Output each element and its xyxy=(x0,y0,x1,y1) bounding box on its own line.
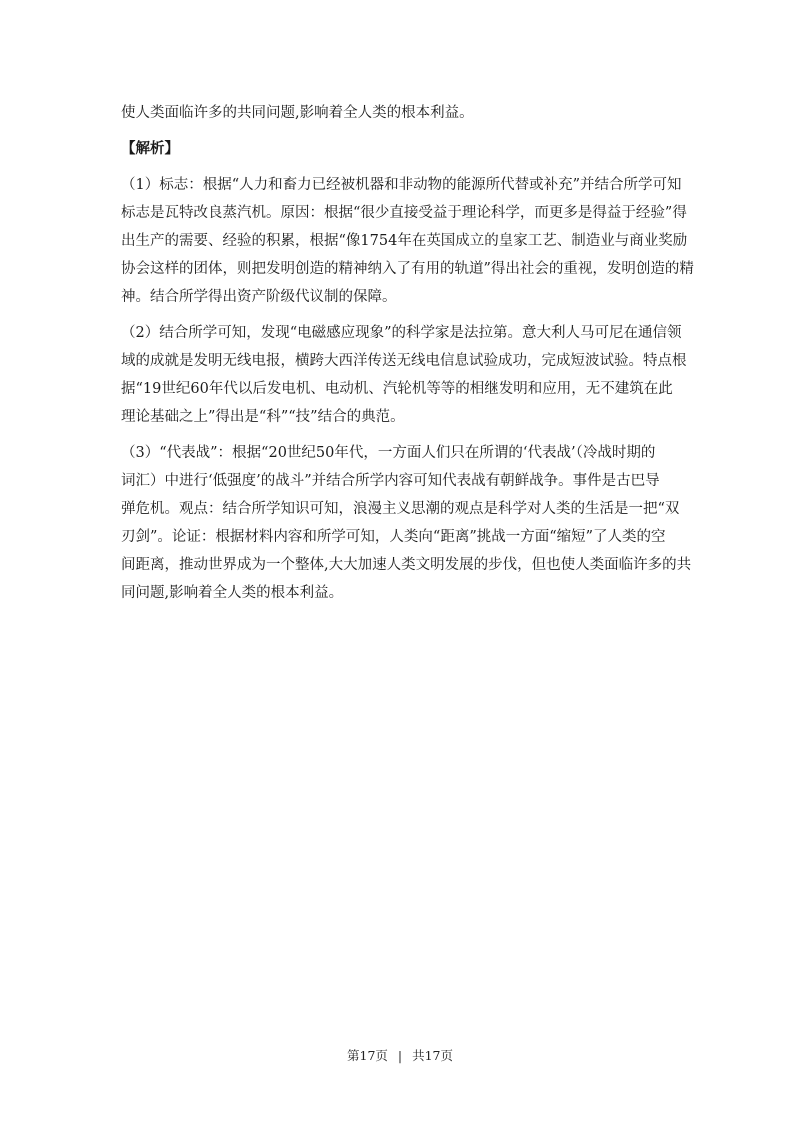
page-footer xyxy=(0,1046,800,1064)
paragraph-line: 理论基础之上”得出是“科”“技”结合的典范。 xyxy=(121,409,405,425)
paragraph-line: （1）标志：根据“人力和畜力已经被机器和非动物的能源所代替或补充”并结合所学可知 xyxy=(121,177,682,193)
page-total: 共17页 xyxy=(412,1048,453,1063)
paragraph-line: 同问题,影响着全人类的根本利益。 xyxy=(121,585,344,601)
paragraph-line: （2）结合所学可知，发现“电磁感应现象”的科学家是法拉第。意大利人马可尼在通信领 xyxy=(121,325,682,341)
footer-separator: | xyxy=(397,1048,403,1063)
paragraph-line: 据“19世纪60年代以后发电机、电动机、汽轮机等等的相继发明和应用，无不建筑在此 xyxy=(121,381,673,397)
paragraph-line: （3）“代表战”：根据“20世纪50年代，一方面人们只在所谓的‘代表战’（冷战时期的 xyxy=(121,445,656,461)
section-2 xyxy=(121,319,686,431)
analysis-heading: 【解析】 xyxy=(121,140,179,157)
continuation-text: 使人类面临许多的共同问题,影响着全人类的根本利益。 xyxy=(121,105,474,121)
paragraph-line: 协会这样的团体，则把发明创造的精神纳入了有用的轨道”得出社会的重视，发明创造的精 xyxy=(121,261,694,277)
paragraph-line: 弹危机。观点：结合所学知识可知，浪漫主义思潮的观点是科学对人类的生活是一把“双 xyxy=(121,501,680,517)
paragraph-line: 刃剑”。论证：根据材料内容和所学可知，人类向“距离”挑战一方面“缩短”了人类的空 xyxy=(121,529,666,545)
paragraph-line: 标志是瓦特改良蒸汽机。原因：根据“很少直接受益于理论科学，而更多是得益于经验”得 xyxy=(121,205,687,221)
paragraph-line: 词汇）中进行‘低强度’的战斗”并结合所学内容可知代表战有朝鲜战争。事件是古巴导 xyxy=(121,473,660,489)
paragraph-line: 出生产的需要、经验的积累，根据“像1754年在英国成立的皇家工艺、制造业与商业奖励 xyxy=(121,233,688,249)
paragraph-line: 域的成就是发明无线电报，横跨大西洋传送无线电信息试验成功，完成短波试验。特点根 xyxy=(121,353,687,369)
section-3 xyxy=(121,439,692,607)
page-number: 第17页 xyxy=(347,1048,388,1063)
paragraph-line: 间距离，推动世界成为一个整体,大大加速人类文明发展的步伐，但也使人类面临许多的共 xyxy=(121,557,692,573)
section-1 xyxy=(121,171,694,311)
document-body xyxy=(121,99,694,607)
paragraph-line: 神。结合所学得出资产阶级代议制的保障。 xyxy=(121,289,397,305)
